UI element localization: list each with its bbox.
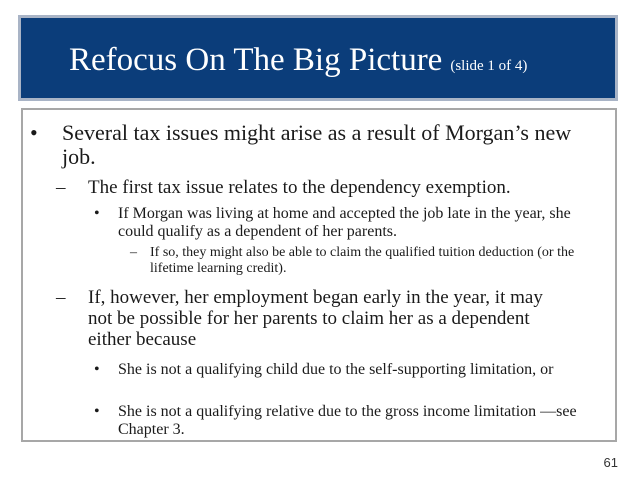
bullet-marker: –	[56, 177, 66, 198]
bullet-text: If Morgan was living at home and accepted the job late in the year, she could qualify as a dependent of her parents.	[118, 205, 571, 240]
bullet-1-1-1-1	[130, 245, 599, 277]
bullet-1-1	[56, 177, 602, 198]
bullet-marker: –	[130, 245, 137, 260]
bullet-text: She is not a qualifying child due to the self-supporting limitation, or	[118, 361, 554, 378]
bullet-marker: •	[94, 403, 100, 420]
bullet-text: She is not a qualifying relative due to the gross income limitation —see Chapter 3.	[118, 403, 577, 438]
slide-title	[69, 42, 527, 79]
bullet-marker: •	[94, 361, 100, 378]
bullet-marker: •	[94, 205, 100, 222]
bullet-text: If so, they might also be able to claim the qualified tuition deduction (or the lifetime learning credit).	[150, 245, 575, 276]
bullet-text: If, however, her employment began early in the year, it may not be possible for her parents to claim her as a dependent either because	[88, 287, 543, 350]
slide-title-bar	[18, 15, 618, 101]
bullet-1-2-1	[94, 361, 598, 379]
bullet-marker: •	[30, 120, 38, 145]
bullet-1-2-2	[94, 403, 598, 439]
bullet-1-1-1	[94, 205, 603, 241]
slide-number: 61	[603, 455, 618, 470]
bullet-1	[30, 120, 596, 169]
bullet-marker: –	[56, 287, 66, 308]
bullet-text: The first tax issue relates to the dependency exemption.	[88, 177, 511, 198]
bullet-text: Several tax issues might arise as a result of Morgan’s new job.	[62, 120, 572, 169]
slide-title-main: Refocus On The Big Picture	[69, 42, 443, 78]
slide-title-sub: (slide 1 of 4)	[450, 58, 528, 74]
bullet-1-2	[56, 287, 582, 350]
